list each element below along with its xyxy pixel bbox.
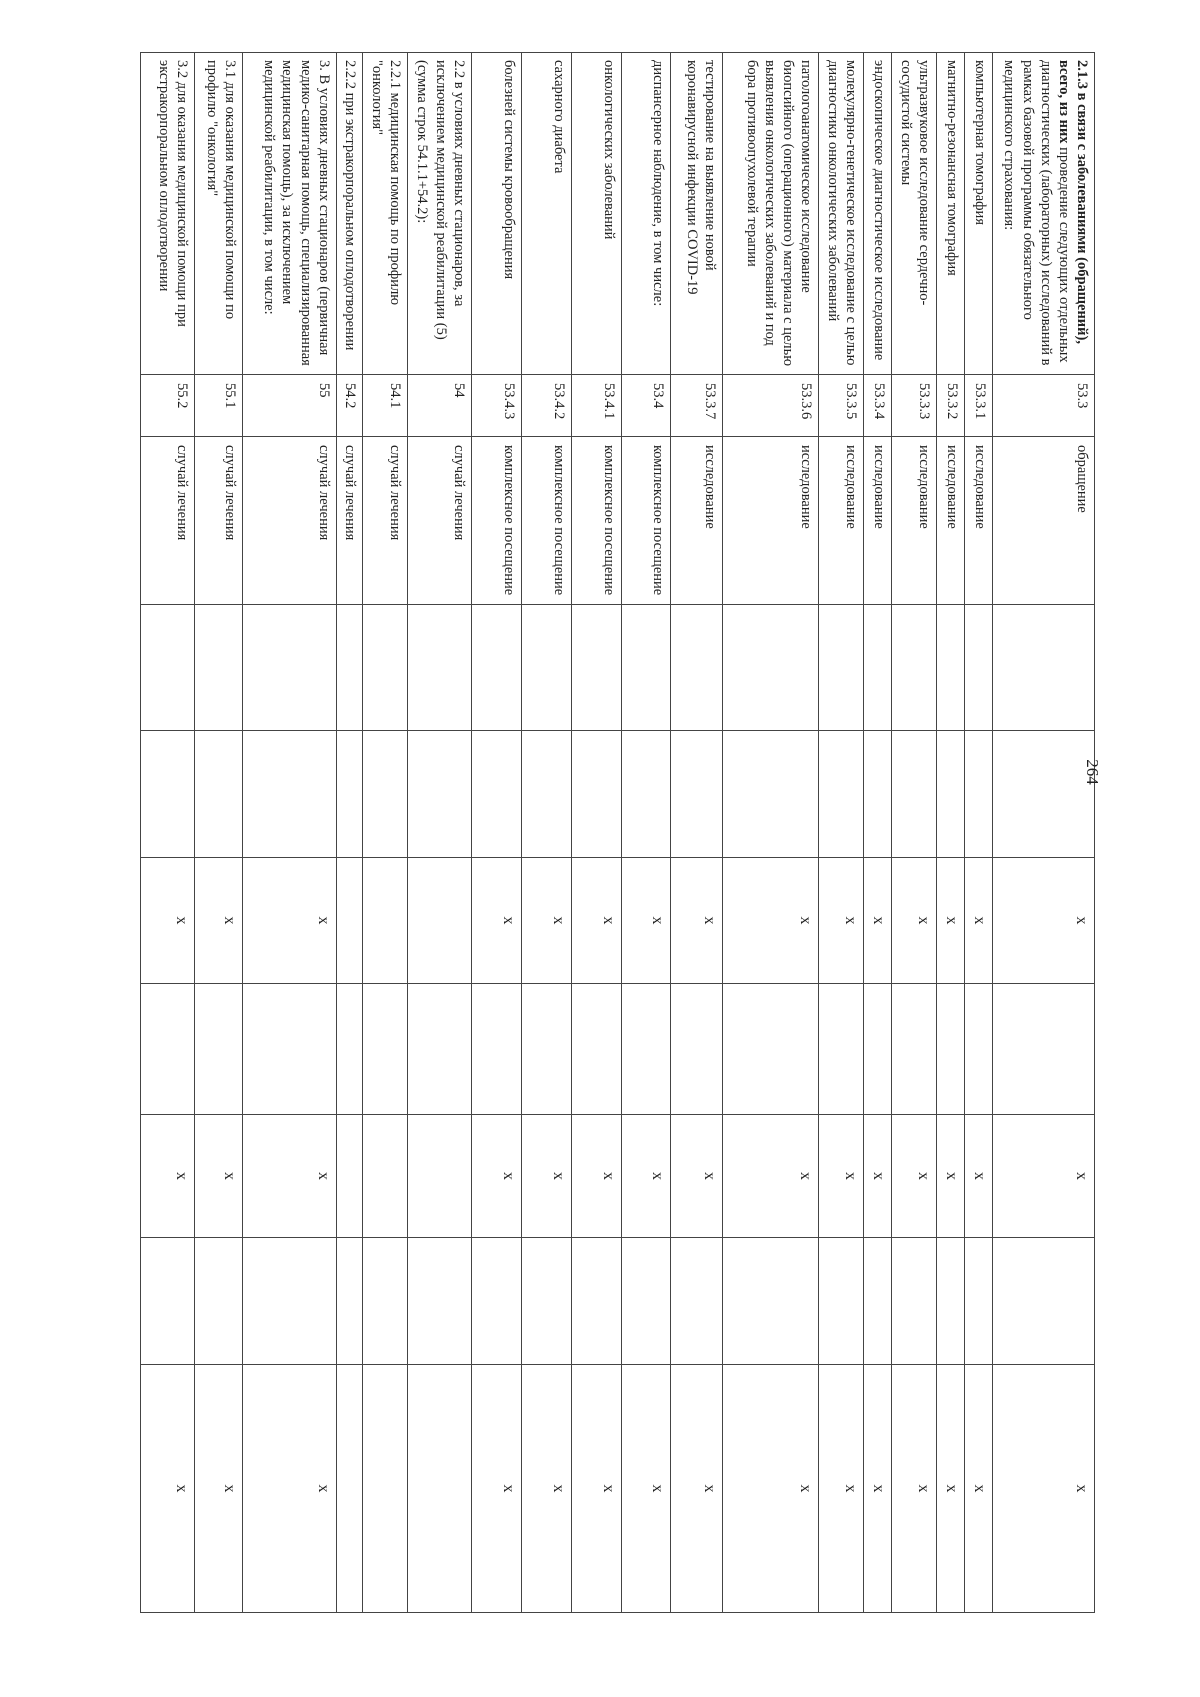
mark-cell: х: [965, 1365, 993, 1613]
mark-cell: х: [819, 1365, 864, 1613]
mark-cell: х: [671, 858, 723, 984]
table-row: [141, 53, 195, 1613]
row-label: [141, 53, 195, 375]
mark-cell: х: [819, 1115, 864, 1238]
empty-cell: [723, 1238, 819, 1365]
row-label-text: ультразвуковое исследование сердечно-сосудистой системы: [898, 60, 933, 306]
mark-cell: х: [671, 1365, 723, 1613]
mark-cell: х: [243, 1365, 337, 1613]
row-label-text: патологоанатомическое исследование биопсийного (операционного) материала с целью выявления онкологических заболеваний и под бора противоопухолевой терапии: [743, 60, 815, 367]
mark-cell: [407, 1115, 471, 1238]
row-unit: исследование: [671, 437, 723, 605]
row-code: 55.1: [195, 375, 243, 437]
empty-cell: [243, 1238, 337, 1365]
row-label: [864, 53, 892, 375]
mark-cell: [407, 1365, 471, 1613]
empty-cell: [621, 605, 671, 731]
mark-cell: х: [864, 858, 892, 984]
mark-cell: х: [243, 858, 337, 984]
row-unit: комплексное посещение: [571, 437, 621, 605]
mark-cell: [336, 1365, 362, 1613]
table-row: [937, 53, 965, 1613]
empty-cell: [195, 984, 243, 1115]
empty-cell: [723, 605, 819, 731]
empty-cell: [141, 731, 195, 858]
empty-cell: [671, 984, 723, 1115]
mark-cell: х: [521, 858, 571, 984]
row-code: 53.4.2: [521, 375, 571, 437]
empty-cell: [571, 1238, 621, 1365]
empty-cell: [141, 984, 195, 1115]
empty-cell: [621, 1238, 671, 1365]
row-label: [819, 53, 864, 375]
table-row: [362, 53, 407, 1613]
empty-cell: [141, 605, 195, 731]
empty-cell: [407, 731, 471, 858]
table-row: [892, 53, 937, 1613]
row-code: 55.2: [141, 375, 195, 437]
empty-cell: [892, 984, 937, 1115]
empty-cell: [471, 1238, 521, 1365]
table-row: [243, 53, 337, 1613]
empty-cell: [723, 731, 819, 858]
empty-cell: [937, 731, 965, 858]
empty-cell: [336, 605, 362, 731]
empty-cell: [195, 605, 243, 731]
empty-cell: [937, 605, 965, 731]
mark-cell: х: [965, 1115, 993, 1238]
table-row: [336, 53, 362, 1613]
empty-cell: [521, 731, 571, 858]
row-unit: случай лечения: [195, 437, 243, 605]
empty-cell: [336, 1238, 362, 1365]
row-code: 54: [407, 375, 471, 437]
rotated-table-frame: [140, 52, 1095, 1612]
mark-cell: х: [937, 858, 965, 984]
table-row: [671, 53, 723, 1613]
empty-cell: [965, 984, 993, 1115]
mark-cell: [407, 858, 471, 984]
empty-cell: [407, 1238, 471, 1365]
row-code: 53.3: [993, 375, 1095, 437]
empty-cell: [723, 984, 819, 1115]
row-label-text: диспансерное наблюдение, в том числе:: [650, 60, 667, 307]
row-label-text: компьютерная томография: [972, 60, 989, 225]
mark-cell: х: [521, 1115, 571, 1238]
row-label: [195, 53, 243, 375]
row-unit: случай лечения: [336, 437, 362, 605]
empty-cell: [336, 984, 362, 1115]
row-label: [243, 53, 337, 375]
empty-cell: [195, 1238, 243, 1365]
table-row: [195, 53, 243, 1613]
row-label: [521, 53, 571, 375]
mark-cell: [362, 858, 407, 984]
mark-cell: [336, 858, 362, 984]
table-body: [141, 53, 1095, 1613]
empty-cell: [571, 731, 621, 858]
empty-cell: [864, 605, 892, 731]
row-code: 55: [243, 375, 337, 437]
mark-cell: х: [141, 858, 195, 984]
table-row: [521, 53, 571, 1613]
row-label: [892, 53, 937, 375]
empty-cell: [819, 731, 864, 858]
mark-cell: х: [571, 1115, 621, 1238]
table-row: [819, 53, 864, 1613]
empty-cell: [965, 731, 993, 858]
empty-cell: [471, 605, 521, 731]
row-code: 53.3.5: [819, 375, 864, 437]
mark-cell: х: [621, 1115, 671, 1238]
empty-cell: [993, 1238, 1095, 1365]
mark-cell: х: [195, 858, 243, 984]
row-unit: случай лечения: [141, 437, 195, 605]
row-label: [993, 53, 1095, 375]
row-code: 54.2: [336, 375, 362, 437]
empty-cell: [819, 605, 864, 731]
row-unit: исследование: [723, 437, 819, 605]
row-unit: комплексное посещение: [471, 437, 521, 605]
mark-cell: х: [723, 1365, 819, 1613]
empty-cell: [671, 1238, 723, 1365]
row-label: [723, 53, 819, 375]
empty-cell: [993, 605, 1095, 731]
table-row: [621, 53, 671, 1613]
empty-cell: [864, 984, 892, 1115]
mark-cell: х: [993, 1365, 1095, 1613]
empty-cell: [407, 984, 471, 1115]
empty-cell: [471, 731, 521, 858]
table-row: [471, 53, 521, 1613]
table-row: [407, 53, 471, 1613]
table-row: [723, 53, 819, 1613]
mark-cell: х: [864, 1115, 892, 1238]
row-unit: исследование: [892, 437, 937, 605]
empty-cell: [965, 605, 993, 731]
empty-cell: [521, 605, 571, 731]
empty-cell: [521, 984, 571, 1115]
row-unit: обращение: [993, 437, 1095, 605]
row-unit: исследование: [965, 437, 993, 605]
row-unit: исследование: [864, 437, 892, 605]
mark-cell: х: [937, 1115, 965, 1238]
mark-cell: х: [521, 1365, 571, 1613]
row-label: [671, 53, 723, 375]
mark-cell: х: [723, 858, 819, 984]
row-label-text: болезней системы кровообращения: [500, 60, 517, 280]
table-row: [993, 53, 1095, 1613]
empty-cell: [819, 1238, 864, 1365]
empty-cell: [864, 1238, 892, 1365]
empty-cell: [407, 605, 471, 731]
mark-cell: х: [671, 1115, 723, 1238]
row-label-text: проведение следующих отдельных диагностических (лабораторных) исследований в рамках базовой программы обязательного медицинского страхования:: [1001, 60, 1072, 366]
mark-cell: х: [892, 858, 937, 984]
row-label-text: сахарного диабета: [550, 60, 567, 174]
empty-cell: [965, 1238, 993, 1365]
empty-cell: [141, 1238, 195, 1365]
empty-cell: [864, 731, 892, 858]
row-unit: комплексное посещение: [521, 437, 571, 605]
mark-cell: х: [571, 858, 621, 984]
row-code: 53.3.2: [937, 375, 965, 437]
mark-cell: х: [993, 1115, 1095, 1238]
row-code: 54.1: [362, 375, 407, 437]
empty-cell: [336, 731, 362, 858]
empty-cell: [571, 984, 621, 1115]
mark-cell: [362, 1115, 407, 1238]
row-label-text: магнитно-резонансная томография: [944, 60, 961, 276]
mark-cell: х: [471, 858, 521, 984]
row-label-bold: 2.1.3 в связи с заболеваниями (обращений), всего, из них: [1055, 60, 1090, 344]
table-row: [864, 53, 892, 1613]
empty-cell: [621, 731, 671, 858]
row-code: 53.4.1: [571, 375, 621, 437]
empty-cell: [671, 731, 723, 858]
row-unit: случай лечения: [243, 437, 337, 605]
row-label: [471, 53, 521, 375]
mark-cell: х: [819, 858, 864, 984]
empty-cell: [937, 1238, 965, 1365]
row-unit: комплексное посещение: [621, 437, 671, 605]
mark-cell: х: [965, 858, 993, 984]
row-code: 53.4: [621, 375, 671, 437]
mark-cell: х: [892, 1115, 937, 1238]
empty-cell: [671, 605, 723, 731]
empty-cell: [362, 605, 407, 731]
empty-cell: [243, 984, 337, 1115]
row-label: [336, 53, 362, 375]
row-code: 53.3.7: [671, 375, 723, 437]
row-unit: исследование: [937, 437, 965, 605]
empty-cell: [621, 984, 671, 1115]
empty-cell: [892, 1238, 937, 1365]
row-label-text: 2.2.2 при экстракорпоральном оплодотворении: [341, 60, 358, 351]
mark-cell: х: [993, 858, 1095, 984]
empty-cell: [521, 1238, 571, 1365]
row-label-text: 3. В условиях дневных стационаров (первичная медико-санитарная помощь, специализированная медицинская помощь), за исключением медицинской реабилитации, в том числе:: [261, 60, 332, 366]
empty-cell: [892, 605, 937, 731]
mark-cell: х: [471, 1115, 521, 1238]
row-label: [621, 53, 671, 375]
row-unit: случай лечения: [407, 437, 471, 605]
row-label-text: молекулярно-генетическое исследование с целью диагностики онкологических заболеваний: [825, 60, 860, 366]
empty-cell: [195, 731, 243, 858]
mark-cell: х: [937, 1365, 965, 1613]
row-unit: исследование: [819, 437, 864, 605]
empty-cell: [362, 731, 407, 858]
mark-cell: х: [621, 1365, 671, 1613]
empty-cell: [362, 1238, 407, 1365]
table-row: [571, 53, 621, 1613]
row-label-text: 2.2.1 медицинская помощь по профилю "онкология": [368, 60, 403, 306]
empty-cell: [819, 984, 864, 1115]
table-row: [965, 53, 993, 1613]
empty-cell: [571, 605, 621, 731]
mark-cell: х: [141, 1365, 195, 1613]
row-label-text: тестирование на выявление новой коронавирусной инфекции COVID-19: [684, 60, 719, 295]
page-number: 264: [1083, 759, 1102, 785]
row-code: 53.3.4: [864, 375, 892, 437]
mark-cell: х: [195, 1365, 243, 1613]
row-code: 53.3.1: [965, 375, 993, 437]
empty-cell: [362, 984, 407, 1115]
row-label-text: 3.1 для оказания медицинской помощи по профилю "онкология": [203, 60, 239, 320]
row-label: [407, 53, 471, 375]
mark-cell: [362, 1365, 407, 1613]
mark-cell: х: [892, 1365, 937, 1613]
mark-cell: х: [571, 1365, 621, 1613]
mark-cell: х: [723, 1115, 819, 1238]
row-label: [965, 53, 993, 375]
mark-cell: х: [621, 858, 671, 984]
mark-cell: х: [243, 1115, 337, 1238]
empty-cell: [471, 984, 521, 1115]
empty-cell: [993, 984, 1095, 1115]
row-label: [937, 53, 965, 375]
empty-cell: [243, 731, 337, 858]
mark-cell: х: [195, 1115, 243, 1238]
row-code: 53.4.3: [471, 375, 521, 437]
mark-cell: х: [141, 1115, 195, 1238]
row-label-text: эндоскопическое диагностическое исследование: [871, 60, 888, 361]
row-unit: случай лечения: [362, 437, 407, 605]
row-code: 53.3.3: [892, 375, 937, 437]
row-label-text: онкологических заболеваний: [600, 60, 617, 240]
empty-cell: [892, 731, 937, 858]
mark-cell: [336, 1115, 362, 1238]
row-label-text: 2.2 в условиях дневных стационаров, за исключением медицинской реабилитации (5) (сумма строк 54.1.1+54.2):: [414, 60, 467, 340]
row-label: [571, 53, 621, 375]
program-table: [140, 52, 1095, 1613]
empty-cell: [243, 605, 337, 731]
row-label: [362, 53, 407, 375]
mark-cell: х: [471, 1365, 521, 1613]
empty-cell: [937, 984, 965, 1115]
row-code: 53.3.6: [723, 375, 819, 437]
mark-cell: х: [864, 1365, 892, 1613]
row-label-text: 3.2 для оказания медицинской помощи при экстракорпоральном оплодотворении: [156, 60, 191, 327]
